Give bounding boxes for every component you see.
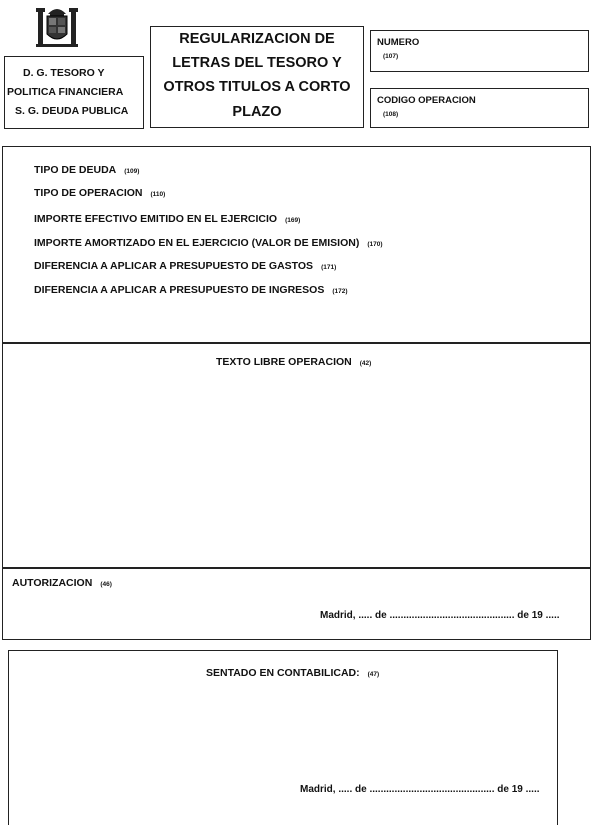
field-label: IMPORTE EFECTIVO EMITIDO EN EL EJERCICIO (34, 213, 278, 225)
texto-libre-code: (42) (359, 360, 372, 367)
numero-label: NUMERO (377, 37, 420, 48)
field-code: (170) (367, 241, 383, 248)
codigo-operacion-box (370, 88, 589, 128)
numero-code: (107) (383, 53, 399, 60)
org-line-2: POLITICA FINANCIERA (7, 86, 124, 98)
field-code: (172) (332, 288, 348, 295)
field-label: TIPO DE DEUDA (34, 164, 117, 176)
org-line-3: S. G. DEUDA PUBLICA (15, 105, 129, 117)
autorizacion-date-line: Madrid, ..... de ............................................. de 19 ..... (320, 610, 560, 621)
autorizacion-label: AUTORIZACION (12, 577, 93, 589)
texto-libre-heading (216, 352, 371, 370)
field-label: TIPO DE OPERACION (34, 187, 143, 199)
field-label: DIFERENCIA A APLICAR A PRESUPUESTO DE GASTOS (34, 260, 314, 272)
field-importe-amortizado (34, 233, 383, 251)
codigo-code: (108) (383, 111, 399, 118)
title-line-3: OTROS TITULOS A CORTO (163, 79, 351, 95)
contabilidad-code: (47) (367, 671, 380, 678)
field-importe-emitido (34, 209, 300, 227)
title-line-4: PLAZO (232, 104, 282, 120)
divider-fields (2, 342, 591, 344)
field-tipo-deuda (34, 160, 139, 178)
field-diferencia-ingresos (34, 280, 348, 298)
autorizacion-code: (46) (100, 581, 112, 588)
texto-libre-label: TEXTO LIBRE OPERACION (216, 356, 352, 368)
title-line-2: LETRAS DEL TESORO Y (172, 55, 342, 71)
divider-texto (2, 567, 591, 569)
title-box (150, 26, 364, 128)
field-code: (169) (285, 217, 301, 224)
codigo-label: CODIGO OPERACION (377, 95, 476, 106)
autorizacion-heading (12, 573, 112, 591)
contabilidad-heading (206, 663, 379, 681)
org-line-1: D. G. TESORO Y (23, 67, 105, 79)
numero-box (370, 30, 589, 72)
field-code: (171) (321, 264, 337, 271)
field-diferencia-gastos (34, 256, 336, 274)
field-tipo-operacion (34, 183, 165, 201)
field-code: (110) (150, 191, 166, 198)
contabilidad-date-line: Madrid, ..... de ............................................. de 19 ..... (300, 784, 540, 795)
title-line-1: REGULARIZACION DE (179, 31, 335, 47)
contabilidad-label: SENTADO EN CONTABILICAD: (206, 667, 360, 679)
org-box (4, 56, 144, 129)
coat-of-arms-icon (34, 4, 80, 50)
field-label: IMPORTE AMORTIZADO EN EL EJERCICIO (VALOR DE EMISION) (34, 237, 360, 249)
field-label: DIFERENCIA A APLICAR A PRESUPUESTO DE INGRESOS (34, 284, 325, 296)
field-code: (109) (124, 168, 140, 175)
